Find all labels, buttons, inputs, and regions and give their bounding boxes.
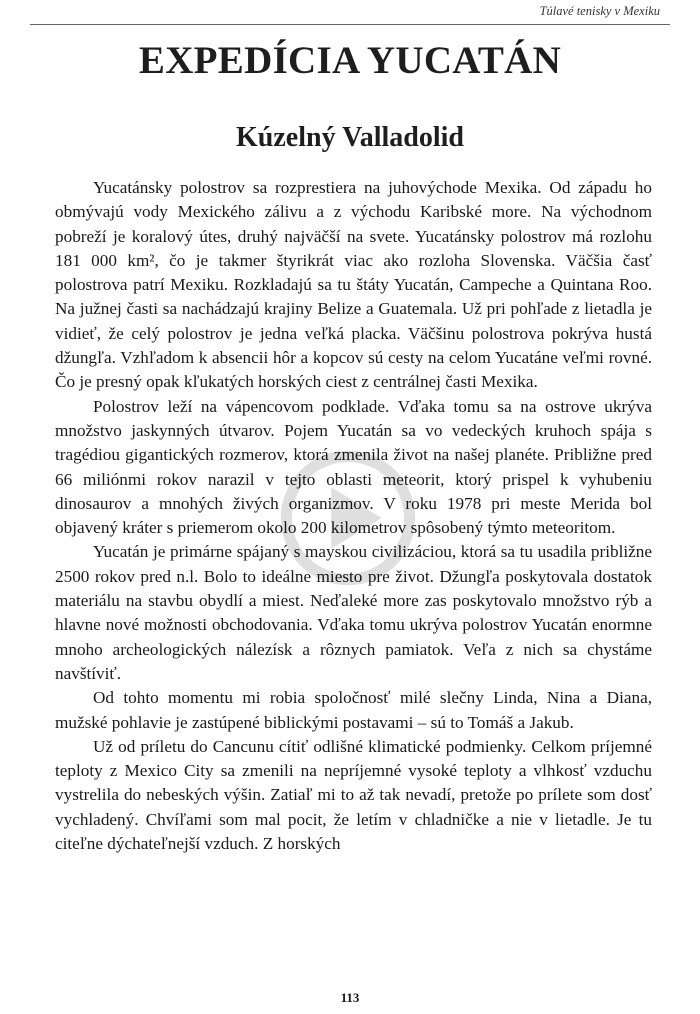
section-subtitle: Kúzelný Valladolid — [236, 122, 464, 153]
page-number: 113 — [340, 990, 360, 1005]
paragraph-5: Už od príletu do Cancunu cítiť odlišné klimatické podmienky. Celkom príjemné teploty z Mexico City sa zmenili na nepríjemné vysoké teploty a vlhkosť vzduchu vystrelila do nebeských výšin. Zatiaľ mi to až tak nevadí, pretože po prílete som dosť vychladený. Chvíľami som mal pocit, že letím v chladničke a nie v lietadle. Je tu citeľne dýchateľnejší vzduch. Z horských — [55, 736, 652, 854]
paragraph-4: Od tohto momentu mi robia spoločnosť milé slečny Linda, Nina a Diana, mužské pohlavie je zastúpené biblickými postavami – sú to Tomáš a Jakub. — [55, 688, 652, 732]
paragraph-2: Polostrov leží na vápencovom podklade. Vďaka tomu sa na ostrove ukrýva množstvo jaskynných útvarov. Pojem Yucatán sa vo vedeckých kruhoch spája s tragédiou gigantických rozmerov, ktorá zmenila život na našej planéte. Približne pred 66 miliónmi rokov narazil v tejto oblasti meteorit, ktorý prispel k vyhubeniu dinosaurov a mnohých živých organizmov. V roku 1978 pri meste Merida bol objavený kráter s priemerom okolo 200 kilometrov spôsobený týmto meteoritom. — [55, 396, 652, 538]
paragraph-1: Yucatánsky polostrov sa rozprestiera na juhovýchode Mexika. Od západu ho obmývajú vody Mexického zálivu a z východu Karibské more. Na východnom pobreží je koralový útes, druhý najväčší na svete. Yucatánsky polostrov má rozlohu 181 000 km², čo je takmer štyrikrát viac ako rozloha Slovenska. Väčšia časť polostrova patrí Mexiku. Rozkladajú sa tu štáty Yucatán, Campeche a Quintana Roo. Na južnej časti sa nachádzajú krajiny Belize a Guatemala. Už pri pohľade z lietadla je vidieť, že celý polostrov je jedna veľká placka. Väčšinu polostrova pokrýva hustá džungľa. Vzhľadom k absencii hôr a kopcov sú cesty na celom Yucatáne veľmi rovné. Čo je presný opak kľukatých horských ciest z centrálnej časti Mexika. — [55, 178, 652, 392]
chapter-title: EXPEDÍCIA YUCATÁN — [138, 39, 562, 82]
running-head: Túlavé tenisky v Mexiku — [539, 4, 660, 18]
paragraph-3: Yucatán je primárne spájaný s mayskou civilizáciou, ktorá sa tu usadila približne 2500 rokov pred n.l. Bolo to ideálne miesto pre život. Džungľa poskytovala dostatok materiálu na stavbu obydlí a miest. Neďaleké more zas poskytovalo množstvo rýb a hlavne nové možnosti obchodovania. Vďaka tomu ukrýva polostrov Yucatán enormne mnoho archeologických nálezísk a rôznych pamiatok. Veľa z nich sa chystáme navštíviť. — [55, 542, 652, 683]
body-text — [55, 176, 652, 856]
header-rule — [30, 24, 670, 25]
